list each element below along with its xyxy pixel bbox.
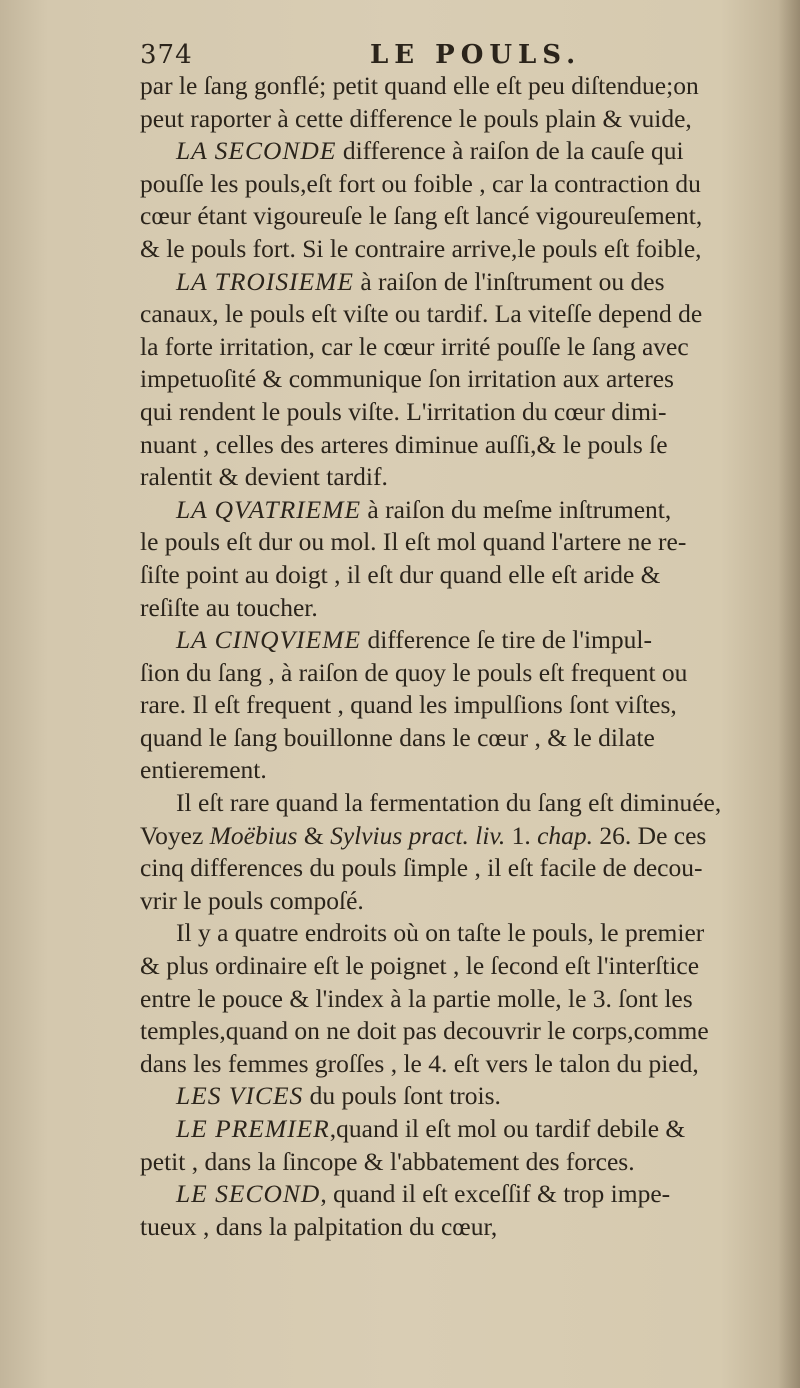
- text-run: entre le pouce & l'index à la partie molle, le 3. ſont les: [140, 983, 693, 1013]
- text-line: [140, 657, 790, 690]
- text-line: [140, 624, 790, 657]
- text-line: [140, 1015, 790, 1048]
- page-number: 374: [140, 40, 193, 70]
- section-heading: LE PREMIER: [176, 1114, 330, 1143]
- text-line: [140, 429, 790, 462]
- text-line: [140, 1048, 790, 1081]
- text-run: tueux , dans la palpitation du cœur,: [140, 1211, 498, 1241]
- text-run: difference ſe tire de l'impul-: [361, 625, 652, 655]
- text-line: [140, 103, 790, 136]
- italic-text: Moëbius: [209, 820, 298, 850]
- section-heading: LA TROISIEME: [176, 266, 354, 296]
- text-run: pouſſe les pouls,eſt fort ou foible , car la contraction du: [140, 168, 701, 198]
- text-run: & le pouls fort. Si le contraire arrive,le pouls eſt foible,: [140, 233, 702, 263]
- text-line: [140, 1080, 790, 1113]
- text-run: à raiſon de l'inſtrument ou des: [353, 266, 665, 296]
- text-line: [140, 70, 790, 103]
- text-run: ſiſte point au doigt , il eſt dur quand elle eſt aride &: [140, 559, 661, 589]
- running-title: LE POULS.: [370, 40, 582, 70]
- text-line: [140, 233, 790, 266]
- text-run: quand le ſang bouillonne dans le cœur , & le dilate: [140, 722, 655, 752]
- text-line: [140, 820, 790, 853]
- text-run: canaux, le pouls eſt viſte ou tardif. La viteſſe depend de: [140, 299, 703, 329]
- text-run: ,quand il eſt mol ou tardif debile &: [329, 1114, 686, 1143]
- text-run: 26. De ces: [593, 820, 707, 850]
- italic-text: Sylvius pract. liv.: [330, 820, 506, 850]
- text-line: [140, 885, 790, 918]
- text-line: [140, 494, 790, 527]
- text-run: cœur étant vigoureuſe le ſang eſt lancé vigoureuſement,: [140, 201, 703, 231]
- text-run: Il eſt rare quand la fermentation du ſang eſt diminuée,: [176, 788, 722, 818]
- section-heading: LA QVATRIEME: [176, 494, 362, 524]
- text-run: & plus ordinaire eſt le poignet , le ſecond eſt l'interſtice: [140, 951, 700, 981]
- text-line: [140, 266, 790, 299]
- text-line: [140, 1178, 790, 1211]
- text-line: [140, 754, 790, 787]
- text-line: [140, 1211, 790, 1244]
- text-line: [140, 363, 790, 396]
- text-run: entierement.: [140, 755, 267, 785]
- text-run: , quand il eſt exceſſif & trop impe-: [320, 1179, 671, 1209]
- text-line: [140, 592, 790, 625]
- text-run: difference à raiſon de la cauſe qui: [336, 136, 684, 166]
- text-run: impetuoſité & communique ſon irritation aux arteres: [140, 364, 674, 394]
- text-run: peut raporter à cette difference le pouls plain & vuide,: [140, 103, 692, 133]
- text-run: le pouls eſt dur ou mol. Il eſt mol quand l'artere ne re-: [140, 527, 687, 557]
- text-run: 1.: [505, 820, 538, 850]
- text-line: [140, 135, 790, 168]
- text-line: [140, 722, 790, 755]
- text-line: [140, 1113, 790, 1146]
- text-run: ſion du ſang , à raiſon de quoy le pouls eſt frequent ou: [140, 657, 688, 687]
- text-line: [140, 950, 790, 983]
- section-heading: LA SECONDE: [176, 136, 337, 166]
- text-run: nuant , celles des arteres diminue auſſi,& le pouls ſe: [140, 429, 668, 459]
- text-run: petit , dans la ſincope & l'abbatement des forces.: [140, 1146, 635, 1176]
- section-heading: LES VICES: [176, 1081, 304, 1111]
- text-line: [140, 168, 790, 201]
- italic-text: chap.: [537, 820, 594, 850]
- text-run: temples,quand on ne doit pas decouvrir le corps,comme: [140, 1016, 709, 1046]
- text-line: [140, 396, 790, 429]
- section-heading: LA CINQVIEME: [176, 625, 362, 655]
- text-run: cinq differences du pouls ſimple , il eſt facile de decou-: [140, 853, 703, 883]
- text-line: [140, 787, 790, 820]
- text-line: [140, 917, 790, 950]
- text-run: Il y a quatre endroits où on taſte le pouls, le premier: [176, 918, 705, 948]
- text-line: [140, 298, 790, 331]
- text-run: par le ſang gonflé; petit quand elle eſt peu diſtendue;on: [140, 71, 699, 100]
- text-run: Voyez: [140, 820, 210, 850]
- text-run: &: [297, 820, 331, 850]
- text-line: [140, 559, 790, 592]
- text-run: ralentit & devient tardif.: [140, 462, 388, 492]
- text-run: rare. Il eſt frequent , quand les impulſions ſont viſtes,: [140, 690, 677, 720]
- body-text: [140, 70, 790, 1243]
- text-run: la forte irritation, car le cœur irrité pouſſe le ſang avec: [140, 331, 689, 361]
- text-run: du pouls ſont trois.: [303, 1081, 501, 1111]
- text-line: [140, 526, 790, 559]
- text-line: [140, 200, 790, 233]
- text-line: [140, 1146, 790, 1179]
- text-run: dans les femmes groſſes , le 4. eſt vers le talon du pied,: [140, 1048, 699, 1078]
- text-line: [140, 461, 790, 494]
- text-line: [140, 983, 790, 1016]
- text-line: [140, 331, 790, 364]
- text-run: à raiſon du meſme inſtrument,: [361, 494, 672, 524]
- text-line: [140, 852, 790, 885]
- text-line: [140, 689, 790, 722]
- text-run: reſiſte au toucher.: [140, 592, 318, 622]
- text-run: qui rendent le pouls viſte. L'irritation du cœur dimi-: [140, 396, 667, 426]
- section-heading: LE SECOND: [176, 1179, 321, 1209]
- text-run: vrir le pouls compoſé.: [140, 885, 364, 915]
